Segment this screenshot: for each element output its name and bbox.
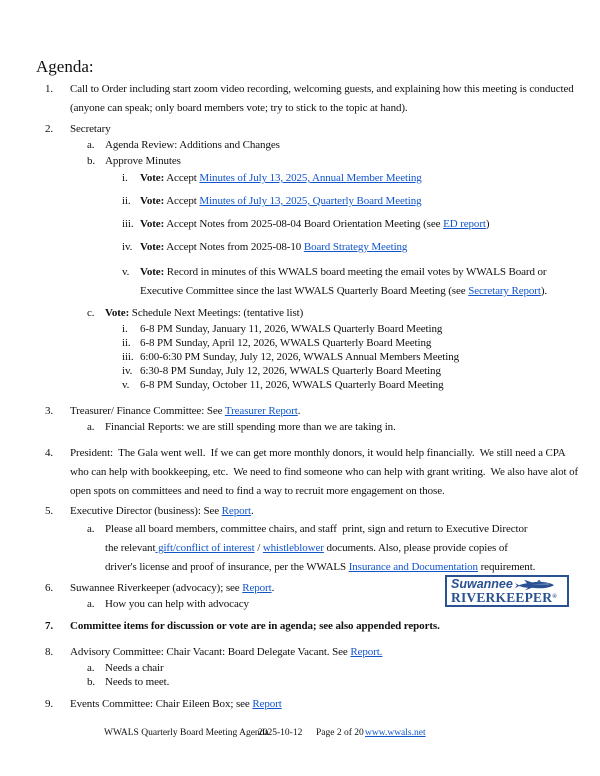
agenda-list bbox=[0, 80, 600, 712]
list-marker: a. bbox=[87, 139, 95, 151]
agenda-item-2c-i bbox=[0, 322, 600, 336]
text-run: 6:30-8 PM Sunday, July 12, 2026, WWALS Quarterly Board Meeting bbox=[140, 365, 441, 377]
agenda-item-2c-ii bbox=[0, 336, 600, 350]
link[interactable]: Report. bbox=[350, 646, 383, 658]
agenda-item-5a-cont bbox=[0, 539, 600, 558]
agenda-item-8a bbox=[0, 661, 600, 675]
logo-riverkeeper-text bbox=[451, 591, 565, 604]
text-run: 6-8 PM Sunday, October 11, 2026, WWALS Quarterly Board Meeting bbox=[140, 379, 444, 391]
sturgeon-fish-icon bbox=[515, 579, 555, 591]
agenda-item-9 bbox=[0, 696, 600, 712]
footer-document-title: WWALS Quarterly Board Meeting Agenda bbox=[104, 728, 269, 738]
list-marker: 8. bbox=[45, 646, 54, 658]
list-marker: 2. bbox=[45, 123, 54, 135]
agenda-item-1 bbox=[0, 80, 600, 99]
text-run: . bbox=[297, 405, 301, 417]
link[interactable]: Minutes of July 13, 2025, Annual Member Meeting bbox=[199, 172, 422, 184]
link[interactable]: Treasurer Report bbox=[224, 405, 298, 417]
agenda-item-2b-v-cont bbox=[0, 282, 600, 301]
text-run: open spots on committees and need to find a way to recruit more engagement on those. bbox=[70, 485, 445, 497]
text-run: Committee items for discussion or vote are in agenda; see also appended reports. bbox=[70, 620, 440, 632]
agenda-item-2b-i bbox=[0, 170, 600, 186]
text-run: 6-8 PM Sunday, April 12, 2026, WWALS Quarterly Board Meeting bbox=[140, 337, 432, 349]
list-marker: 6. bbox=[45, 582, 54, 594]
text-run: . bbox=[271, 582, 275, 594]
text-run: (anyone can speak; only board members vote; try to stick to the topic at hand). bbox=[70, 102, 408, 114]
agenda-item-7 bbox=[0, 618, 600, 634]
logo-riverkeeper-word: RIVERKEEPER bbox=[451, 590, 553, 605]
list-marker: a. bbox=[87, 598, 95, 610]
text-run: . bbox=[251, 505, 254, 517]
list-marker: 9. bbox=[45, 698, 54, 710]
link[interactable]: ED report bbox=[443, 218, 486, 230]
agenda-item-2b-ii bbox=[0, 193, 600, 209]
list-marker: i. bbox=[122, 172, 128, 184]
agenda-item-4-cont bbox=[0, 463, 600, 482]
link[interactable]: Secretary Report bbox=[468, 285, 541, 297]
text-run: Call to Order including start zoom video recording, welcoming guests, and explaining how this meeting is conducted bbox=[70, 83, 574, 95]
list-marker: i. bbox=[122, 323, 128, 335]
text-run: Vote: bbox=[140, 241, 165, 253]
text-run: Vote: bbox=[105, 307, 130, 319]
agenda-item-2b-v bbox=[0, 263, 600, 282]
list-marker: iii. bbox=[122, 218, 134, 230]
logo-trademark-symbol: ® bbox=[552, 594, 557, 600]
text-run: / bbox=[254, 542, 263, 554]
text-run: Accept bbox=[164, 195, 200, 207]
page-title: Agenda: bbox=[36, 57, 94, 76]
list-marker: b. bbox=[87, 676, 96, 688]
list-marker: 1. bbox=[45, 83, 54, 95]
footer-date: 2025-10-12 bbox=[258, 728, 303, 738]
text-run: Approve Minutes bbox=[105, 155, 181, 167]
text-run: Agenda Review: Additions and Changes bbox=[105, 139, 280, 151]
list-marker: c. bbox=[87, 307, 95, 319]
agenda-item-5 bbox=[0, 503, 600, 519]
list-marker: b. bbox=[87, 155, 96, 167]
agenda-item-8 bbox=[0, 644, 600, 660]
link[interactable]: whistleblower bbox=[262, 542, 324, 554]
text-run: Financial Reports: we are still spending more than we are taking in. bbox=[105, 421, 396, 433]
list-marker: 7. bbox=[45, 620, 54, 632]
text-run: Vote: bbox=[140, 172, 165, 184]
agenda-item-2a bbox=[0, 137, 600, 153]
list-marker: iv. bbox=[122, 241, 133, 253]
text-run: Record in minutes of this WWALS board meeting the email votes by WWALS Board or bbox=[164, 266, 547, 278]
page-footer bbox=[0, 726, 600, 742]
link[interactable]: Insurance and Documentation bbox=[348, 561, 478, 573]
logo-suwannee-text: Suwannee bbox=[451, 577, 513, 591]
text-run: Events Committee: Chair Eileen Box; see bbox=[70, 698, 253, 710]
text-run: Needs to meet. bbox=[105, 676, 170, 688]
list-marker: a. bbox=[87, 421, 95, 433]
link[interactable]: Minutes of July 13, 2025, Quarterly Board Meeting bbox=[199, 195, 422, 207]
text-run: Accept Notes from 2025-08-04 Board Orientation Meeting (see bbox=[164, 218, 444, 230]
text-run: Needs a chair bbox=[105, 662, 164, 674]
text-run: Accept Notes from 2025-08-10 bbox=[164, 241, 304, 253]
text-run: 6:00-6:30 PM Sunday, July 12, 2026, WWALS Annual Members Meeting bbox=[140, 351, 460, 363]
link[interactable]: Board Strategy Meeting bbox=[303, 241, 408, 253]
agenda-item-2c-iv bbox=[0, 364, 600, 378]
text-run: ) bbox=[485, 218, 490, 230]
list-marker: iii. bbox=[122, 351, 134, 363]
agenda-item-5a bbox=[0, 520, 600, 539]
text-run: 6-8 PM Sunday, January 11, 2026, WWALS Quarterly Board Meeting bbox=[140, 323, 443, 335]
list-marker: 5. bbox=[45, 505, 54, 517]
link[interactable]: Report bbox=[252, 698, 282, 710]
list-marker: a. bbox=[87, 523, 95, 535]
list-marker: ii. bbox=[122, 337, 131, 349]
agenda-item-4 bbox=[0, 444, 600, 463]
link[interactable]: Report bbox=[242, 582, 272, 594]
text-run: Accept bbox=[164, 172, 200, 184]
text-run: Vote: bbox=[140, 266, 165, 278]
agenda-item-2b-iv bbox=[0, 239, 600, 255]
list-marker: iv. bbox=[122, 365, 133, 377]
agenda-item-3a bbox=[0, 419, 600, 435]
agenda-item-3 bbox=[0, 403, 600, 419]
text-run: requirement. bbox=[477, 561, 536, 573]
agenda-item-1-cont bbox=[0, 99, 600, 118]
text-run: How you can help with advocacy bbox=[105, 598, 249, 610]
text-run: who can help with bookkeeping, etc. We need to find someone who can help with grant writing. We also have alot of bbox=[70, 466, 579, 478]
text-run: Treasurer/ Finance Committee: See bbox=[70, 405, 225, 417]
footer-page-number: Page 2 of 20 bbox=[316, 728, 364, 738]
text-run: Executive Committee since the last WWALS Quarterly Board Meeting (see bbox=[140, 285, 469, 297]
agenda-item-8b bbox=[0, 675, 600, 689]
agenda-item-2b-iii bbox=[0, 216, 600, 232]
text-run: Vote: bbox=[140, 218, 165, 230]
text-run: President: The Gala went well. If we can get more monthly donors, it would help financially. We still need a CPA bbox=[70, 447, 566, 459]
agenda-item-2c-iii bbox=[0, 350, 600, 364]
text-run: driver's license and proof of insurance, per the WWALS bbox=[105, 561, 349, 573]
list-marker: v. bbox=[122, 379, 130, 391]
link[interactable]: gift/conflict of interest bbox=[155, 542, 255, 554]
text-run: Schedule Next Meetings: (tentative list) bbox=[129, 307, 304, 319]
list-marker: 3. bbox=[45, 405, 54, 417]
text-run: Executive Director (business): See bbox=[70, 505, 222, 517]
list-marker: a. bbox=[87, 662, 95, 674]
agenda-item-2b bbox=[0, 153, 600, 169]
text-run: documents. Also, please provide copies of bbox=[323, 542, 508, 554]
text-run: Secretary bbox=[70, 123, 111, 135]
list-marker: ii. bbox=[122, 195, 131, 207]
agenda-item-2c bbox=[0, 305, 600, 321]
suwannee-riverkeeper-logo bbox=[445, 575, 569, 607]
list-marker: 4. bbox=[45, 447, 54, 459]
text-run: Please all board members, committee chairs, and staff print, sign and return to Executive Director bbox=[105, 523, 528, 535]
text-run: Advisory Committee: Chair Vacant: Board Delegate Vacant. See bbox=[70, 646, 351, 658]
agenda-item-2c-v bbox=[0, 378, 600, 392]
list-marker: v. bbox=[122, 266, 130, 278]
agenda-item-2 bbox=[0, 121, 600, 137]
text-run: Vote: bbox=[140, 195, 165, 207]
footer-website-link[interactable]: www.wwals.net bbox=[365, 728, 426, 738]
text-run: ). bbox=[540, 285, 548, 297]
link[interactable]: Report bbox=[221, 505, 252, 517]
text-run: Suwannee Riverkeeper (advocacy); see bbox=[70, 582, 243, 594]
text-run: the relevant bbox=[105, 542, 156, 554]
agenda-item-4-cont bbox=[0, 482, 600, 501]
